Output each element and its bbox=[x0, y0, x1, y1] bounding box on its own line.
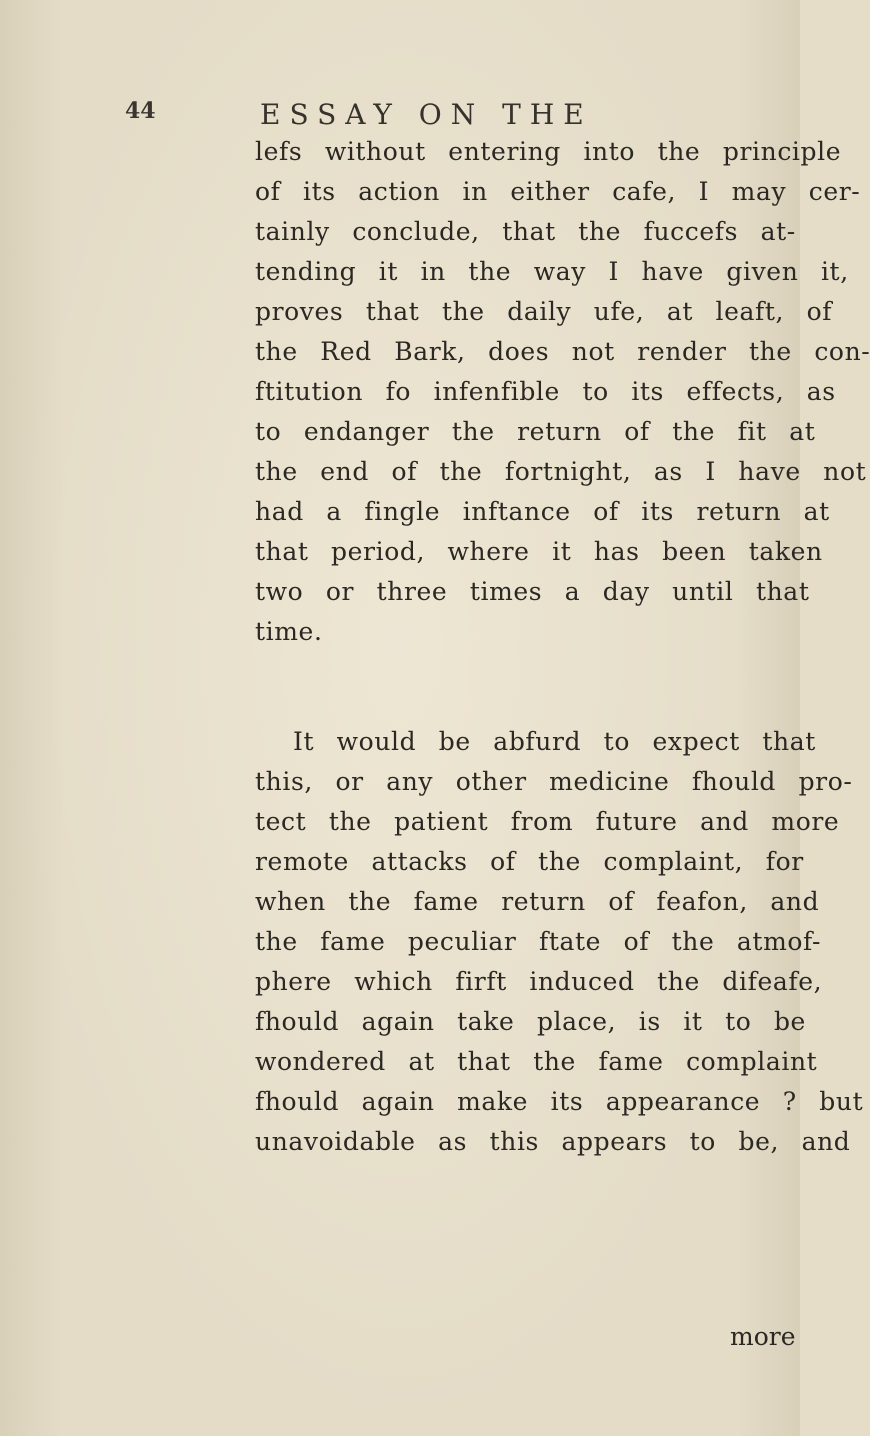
text-line: ftitution fo infenfible to its effects, as bbox=[255, 377, 836, 406]
catchword: more bbox=[730, 1322, 796, 1351]
text-line: two or three times a day until that bbox=[255, 577, 810, 606]
text-line: It would be abfurd to expect that bbox=[293, 727, 816, 756]
text-line: wondered at that the fame complaint bbox=[255, 1047, 818, 1076]
text-line: that period, where it has been taken bbox=[255, 537, 823, 566]
text-line: tect the patient from future and more bbox=[255, 807, 840, 836]
text-line: the end of the fortnight, as I have not bbox=[255, 457, 867, 486]
text-line: proves that the daily ufe, at leaft, of bbox=[255, 297, 833, 326]
text-line: the Red Bark, does not render the con- bbox=[255, 337, 870, 366]
text-line: tainly conclude, that the fuccefs at- bbox=[255, 217, 796, 246]
text-line: this, or any other medicine fhould pro- bbox=[255, 767, 853, 796]
text-line: when the fame return of feafon, and bbox=[255, 887, 820, 916]
text-line: had a fingle inftance of its return at bbox=[255, 497, 830, 526]
text-line: the fame peculiar ftate of the atmof- bbox=[255, 927, 822, 956]
text-line: lefs without entering into the principle bbox=[255, 137, 842, 166]
page-number: 44 bbox=[125, 98, 156, 124]
text-line: time. bbox=[255, 617, 323, 646]
text-line: to endanger the return of the fit at bbox=[255, 417, 816, 446]
text-line: unavoidable as this appears to be, and bbox=[255, 1127, 851, 1156]
text-line: of its action in either cafe, I may cer- bbox=[255, 177, 861, 206]
text-line: fhould again take place, is it to be bbox=[255, 1007, 806, 1036]
text-line: phere which firft induced the difeafe, bbox=[255, 967, 823, 996]
text-line: tending it in the way I have given it, bbox=[255, 257, 849, 286]
text-line: fhould again make its appearance ? but bbox=[255, 1087, 864, 1116]
running-title: ESSAY ON THE bbox=[260, 98, 593, 131]
text-line: remote attacks of the complaint, for bbox=[255, 847, 804, 876]
